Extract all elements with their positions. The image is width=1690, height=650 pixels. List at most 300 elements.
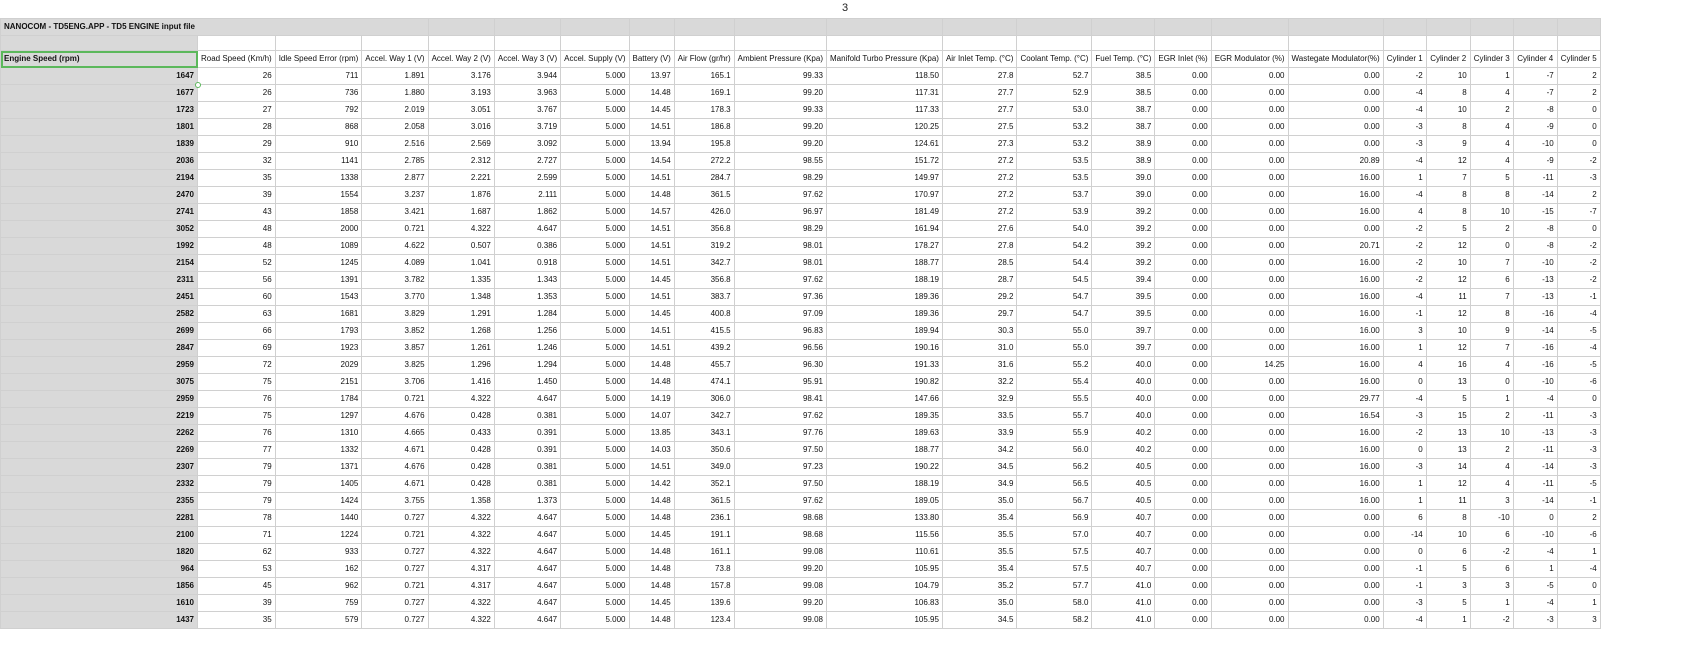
- table-cell[interactable]: 1.296: [428, 357, 494, 374]
- table-cell[interactable]: 54.0: [1017, 221, 1092, 238]
- table-cell[interactable]: 0.00: [1155, 561, 1211, 578]
- table-cell[interactable]: 16.54: [1288, 408, 1383, 425]
- table-cell[interactable]: 14.51: [629, 340, 674, 357]
- row-header-engine-speed[interactable]: 2311: [1, 272, 198, 289]
- blank-cell[interactable]: [1513, 36, 1557, 51]
- table-cell[interactable]: 1: [1470, 391, 1513, 408]
- table-cell[interactable]: 41.0: [1092, 612, 1155, 629]
- table-cell[interactable]: 53.2: [1017, 119, 1092, 136]
- blank-cell[interactable]: [942, 36, 1017, 51]
- table-cell[interactable]: 38.9: [1092, 153, 1155, 170]
- table-cell[interactable]: 38.5: [1092, 68, 1155, 85]
- table-cell[interactable]: 0.00: [1211, 442, 1288, 459]
- table-cell[interactable]: 0.00: [1211, 476, 1288, 493]
- table-cell[interactable]: -3: [1383, 119, 1426, 136]
- table-cell[interactable]: -16: [1513, 306, 1557, 323]
- table-cell[interactable]: 0.00: [1155, 391, 1211, 408]
- table-cell[interactable]: 6: [1470, 272, 1513, 289]
- table-cell[interactable]: 2.312: [428, 153, 494, 170]
- table-cell[interactable]: 40.0: [1092, 357, 1155, 374]
- table-cell[interactable]: -4: [1513, 391, 1557, 408]
- table-cell[interactable]: 759: [275, 595, 362, 612]
- table-cell[interactable]: 0.00: [1155, 340, 1211, 357]
- table-cell[interactable]: 6: [1470, 527, 1513, 544]
- table-cell[interactable]: 0.00: [1211, 85, 1288, 102]
- table-cell[interactable]: 1310: [275, 425, 362, 442]
- table-cell[interactable]: 3.176: [428, 68, 494, 85]
- table-cell[interactable]: 0.00: [1211, 578, 1288, 595]
- table-cell[interactable]: -10: [1470, 510, 1513, 527]
- table-cell[interactable]: 14.51: [629, 170, 674, 187]
- table-cell[interactable]: 188.77: [827, 442, 943, 459]
- table-cell[interactable]: 39.5: [1092, 289, 1155, 306]
- table-cell[interactable]: 343.1: [674, 425, 734, 442]
- table-cell[interactable]: 5.000: [561, 357, 629, 374]
- table-cell[interactable]: 4.647: [494, 595, 560, 612]
- table-cell[interactable]: 63: [198, 306, 276, 323]
- title-row-empty-cell[interactable]: [1513, 19, 1557, 36]
- blank-cell[interactable]: [1426, 36, 1470, 51]
- table-cell[interactable]: 124.61: [827, 136, 943, 153]
- table-cell[interactable]: 10: [1426, 527, 1470, 544]
- table-cell[interactable]: 5.000: [561, 119, 629, 136]
- table-cell[interactable]: -2: [1383, 272, 1426, 289]
- table-cell[interactable]: 3.237: [362, 187, 428, 204]
- title-row-empty-cell[interactable]: [1557, 19, 1600, 36]
- table-cell[interactable]: 33.5: [942, 408, 1017, 425]
- table-cell[interactable]: 0.00: [1211, 238, 1288, 255]
- table-cell[interactable]: 0.00: [1155, 136, 1211, 153]
- table-cell[interactable]: 1338: [275, 170, 362, 187]
- table-cell[interactable]: 1793: [275, 323, 362, 340]
- table-cell[interactable]: 439.2: [674, 340, 734, 357]
- table-cell[interactable]: 1424: [275, 493, 362, 510]
- table-cell[interactable]: -6: [1557, 374, 1600, 391]
- table-cell[interactable]: 14.48: [629, 85, 674, 102]
- table-cell[interactable]: 6: [1426, 544, 1470, 561]
- row-header-engine-speed[interactable]: 2307: [1, 459, 198, 476]
- table-cell[interactable]: 2: [1470, 442, 1513, 459]
- table-cell[interactable]: -2: [1383, 68, 1426, 85]
- table-cell[interactable]: 16: [1426, 357, 1470, 374]
- table-cell[interactable]: 2029: [275, 357, 362, 374]
- table-cell[interactable]: 1.687: [428, 204, 494, 221]
- table-cell[interactable]: 3.706: [362, 374, 428, 391]
- table-cell[interactable]: 0.00: [1211, 493, 1288, 510]
- table-cell[interactable]: 0.00: [1288, 136, 1383, 153]
- table-cell[interactable]: 792: [275, 102, 362, 119]
- table-cell[interactable]: 9: [1426, 136, 1470, 153]
- table-cell[interactable]: 16.00: [1288, 459, 1383, 476]
- table-cell[interactable]: 2.877: [362, 170, 428, 187]
- table-cell[interactable]: 16.00: [1288, 306, 1383, 323]
- table-cell[interactable]: 3.857: [362, 340, 428, 357]
- table-cell[interactable]: 8: [1426, 187, 1470, 204]
- table-cell[interactable]: 29: [198, 136, 276, 153]
- column-header-cell[interactable]: Ambient Pressure (Kpa): [734, 51, 826, 68]
- table-cell[interactable]: 0.00: [1211, 459, 1288, 476]
- table-cell[interactable]: 350.6: [674, 442, 734, 459]
- table-cell[interactable]: 189.63: [827, 425, 943, 442]
- table-cell[interactable]: 4: [1470, 357, 1513, 374]
- table-cell[interactable]: 55.0: [1017, 323, 1092, 340]
- table-cell[interactable]: 14.48: [629, 510, 674, 527]
- table-cell[interactable]: -2: [1557, 255, 1600, 272]
- table-cell[interactable]: 1.268: [428, 323, 494, 340]
- row-header-engine-speed[interactable]: 2100: [1, 527, 198, 544]
- table-cell[interactable]: 117.33: [827, 102, 943, 119]
- table-cell[interactable]: 3.829: [362, 306, 428, 323]
- table-cell[interactable]: 2: [1470, 102, 1513, 119]
- table-cell[interactable]: 1: [1557, 544, 1600, 561]
- table-cell[interactable]: 34.5: [942, 612, 1017, 629]
- table-cell[interactable]: 53.5: [1017, 170, 1092, 187]
- table-cell[interactable]: 3: [1383, 323, 1426, 340]
- column-header-cell[interactable]: Accel. Way 3 (V): [494, 51, 560, 68]
- table-cell[interactable]: 79: [198, 476, 276, 493]
- table-cell[interactable]: 162: [275, 561, 362, 578]
- table-cell[interactable]: 0: [1470, 238, 1513, 255]
- table-cell[interactable]: 54.4: [1017, 255, 1092, 272]
- table-cell[interactable]: 0.00: [1155, 289, 1211, 306]
- table-cell[interactable]: 0.00: [1155, 119, 1211, 136]
- table-cell[interactable]: 356.8: [674, 221, 734, 238]
- table-cell[interactable]: 99.20: [734, 595, 826, 612]
- table-cell[interactable]: 133.80: [827, 510, 943, 527]
- table-cell[interactable]: 58.2: [1017, 612, 1092, 629]
- title-row-empty-cell[interactable]: [1288, 19, 1383, 36]
- table-cell[interactable]: 0.00: [1288, 102, 1383, 119]
- table-cell[interactable]: -15: [1513, 204, 1557, 221]
- table-cell[interactable]: 12: [1426, 238, 1470, 255]
- table-cell[interactable]: 53.5: [1017, 153, 1092, 170]
- table-cell[interactable]: -14: [1513, 187, 1557, 204]
- table-cell[interactable]: 54.5: [1017, 272, 1092, 289]
- table-cell[interactable]: 0: [1513, 510, 1557, 527]
- table-cell[interactable]: 0.00: [1211, 323, 1288, 340]
- table-cell[interactable]: 95.91: [734, 374, 826, 391]
- table-cell[interactable]: 35.4: [942, 561, 1017, 578]
- selection-handle[interactable]: [195, 82, 201, 88]
- table-cell[interactable]: 32.9: [942, 391, 1017, 408]
- table-cell[interactable]: 16.00: [1288, 289, 1383, 306]
- table-cell[interactable]: 0: [1383, 374, 1426, 391]
- table-cell[interactable]: 14.48: [629, 493, 674, 510]
- selected-cell-engine-speed-header[interactable]: Engine Speed (rpm): [1, 51, 198, 68]
- table-cell[interactable]: 10: [1470, 425, 1513, 442]
- table-cell[interactable]: 0.00: [1155, 170, 1211, 187]
- table-cell[interactable]: 72: [198, 357, 276, 374]
- table-cell[interactable]: 14.45: [629, 595, 674, 612]
- table-cell[interactable]: -2: [1470, 612, 1513, 629]
- table-cell[interactable]: 97.62: [734, 187, 826, 204]
- table-cell[interactable]: 55.9: [1017, 425, 1092, 442]
- table-cell[interactable]: 35.0: [942, 493, 1017, 510]
- table-cell[interactable]: 40.7: [1092, 510, 1155, 527]
- table-cell[interactable]: -14: [1513, 323, 1557, 340]
- table-cell[interactable]: 27: [198, 102, 276, 119]
- table-cell[interactable]: -4: [1513, 595, 1557, 612]
- table-cell[interactable]: 0.00: [1155, 68, 1211, 85]
- table-cell[interactable]: 3: [1557, 612, 1600, 629]
- table-cell[interactable]: 2: [1557, 510, 1600, 527]
- table-cell[interactable]: -1: [1557, 289, 1600, 306]
- table-cell[interactable]: 98.68: [734, 510, 826, 527]
- table-cell[interactable]: 99.20: [734, 119, 826, 136]
- row-header-engine-speed[interactable]: 1677: [1, 85, 198, 102]
- table-cell[interactable]: 14.57: [629, 204, 674, 221]
- table-cell[interactable]: 26: [198, 85, 276, 102]
- table-cell[interactable]: 98.55: [734, 153, 826, 170]
- table-cell[interactable]: 34.2: [942, 442, 1017, 459]
- table-cell[interactable]: 5.000: [561, 527, 629, 544]
- table-cell[interactable]: 188.19: [827, 272, 943, 289]
- table-cell[interactable]: 53: [198, 561, 276, 578]
- table-cell[interactable]: 426.0: [674, 204, 734, 221]
- table-cell[interactable]: 0.00: [1155, 374, 1211, 391]
- table-cell[interactable]: -2: [1557, 272, 1600, 289]
- table-cell[interactable]: 4.676: [362, 459, 428, 476]
- table-cell[interactable]: 75: [198, 408, 276, 425]
- table-cell[interactable]: 39.7: [1092, 340, 1155, 357]
- table-cell[interactable]: 1.348: [428, 289, 494, 306]
- table-cell[interactable]: 1224: [275, 527, 362, 544]
- row-header-engine-speed[interactable]: 1647: [1, 68, 198, 85]
- table-cell[interactable]: 27.8: [942, 68, 1017, 85]
- table-cell[interactable]: 5.000: [561, 510, 629, 527]
- table-cell[interactable]: 5.000: [561, 544, 629, 561]
- table-cell[interactable]: 3.719: [494, 119, 560, 136]
- table-cell[interactable]: -10: [1513, 527, 1557, 544]
- table-cell[interactable]: 0.00: [1288, 578, 1383, 595]
- table-cell[interactable]: 8: [1470, 306, 1513, 323]
- row-header-engine-speed[interactable]: 2582: [1, 306, 198, 323]
- table-cell[interactable]: 4: [1470, 136, 1513, 153]
- table-cell[interactable]: 161.94: [827, 221, 943, 238]
- table-cell[interactable]: 40.7: [1092, 544, 1155, 561]
- table-cell[interactable]: -13: [1513, 272, 1557, 289]
- table-cell[interactable]: 38.7: [1092, 102, 1155, 119]
- table-cell[interactable]: 14.19: [629, 391, 674, 408]
- table-cell[interactable]: 38.9: [1092, 136, 1155, 153]
- table-cell[interactable]: 0.00: [1211, 119, 1288, 136]
- table-cell[interactable]: 16.00: [1288, 357, 1383, 374]
- table-cell[interactable]: 40.0: [1092, 408, 1155, 425]
- table-cell[interactable]: 16.00: [1288, 255, 1383, 272]
- table-cell[interactable]: 35.0: [942, 595, 1017, 612]
- table-cell[interactable]: 16.00: [1288, 374, 1383, 391]
- table-cell[interactable]: 96.83: [734, 323, 826, 340]
- table-cell[interactable]: -11: [1513, 170, 1557, 187]
- table-cell[interactable]: 39: [198, 187, 276, 204]
- table-cell[interactable]: 0.00: [1155, 255, 1211, 272]
- table-cell[interactable]: -16: [1513, 340, 1557, 357]
- table-cell[interactable]: 120.25: [827, 119, 943, 136]
- table-cell[interactable]: 0: [1383, 544, 1426, 561]
- table-cell[interactable]: 1141: [275, 153, 362, 170]
- table-cell[interactable]: 12: [1426, 340, 1470, 357]
- table-cell[interactable]: 14.45: [629, 527, 674, 544]
- table-cell[interactable]: 14.51: [629, 289, 674, 306]
- table-cell[interactable]: 933: [275, 544, 362, 561]
- table-cell[interactable]: 400.8: [674, 306, 734, 323]
- table-cell[interactable]: 1405: [275, 476, 362, 493]
- table-cell[interactable]: 7: [1426, 170, 1470, 187]
- table-cell[interactable]: 13: [1426, 425, 1470, 442]
- table-cell[interactable]: 53.0: [1017, 102, 1092, 119]
- table-cell[interactable]: -2: [1383, 255, 1426, 272]
- table-cell[interactable]: 15: [1426, 408, 1470, 425]
- table-cell[interactable]: 34.5: [942, 459, 1017, 476]
- table-cell[interactable]: 56.9: [1017, 510, 1092, 527]
- table-cell[interactable]: 11: [1426, 289, 1470, 306]
- table-cell[interactable]: 1371: [275, 459, 362, 476]
- table-cell[interactable]: 189.35: [827, 408, 943, 425]
- table-cell[interactable]: 5: [1426, 595, 1470, 612]
- table-cell[interactable]: 2.599: [494, 170, 560, 187]
- row-header-engine-speed[interactable]: 2847: [1, 340, 198, 357]
- table-cell[interactable]: 96.56: [734, 340, 826, 357]
- sheet-title[interactable]: NANOCOM - TD5ENG.APP - TD5 ENGINE input file: [1, 19, 429, 36]
- table-cell[interactable]: 39.5: [1092, 306, 1155, 323]
- table-cell[interactable]: -14: [1383, 527, 1426, 544]
- table-cell[interactable]: 14.51: [629, 119, 674, 136]
- table-cell[interactable]: -4: [1383, 102, 1426, 119]
- title-row-empty-cell[interactable]: [561, 19, 629, 36]
- table-cell[interactable]: 0.00: [1288, 68, 1383, 85]
- table-cell[interactable]: -5: [1557, 476, 1600, 493]
- table-cell[interactable]: 4.647: [494, 391, 560, 408]
- table-cell[interactable]: 5.000: [561, 272, 629, 289]
- row-header-engine-speed[interactable]: 2470: [1, 187, 198, 204]
- blank-cell[interactable]: [1557, 36, 1600, 51]
- table-cell[interactable]: 98.29: [734, 170, 826, 187]
- table-cell[interactable]: 349.0: [674, 459, 734, 476]
- table-cell[interactable]: 1.880: [362, 85, 428, 102]
- table-cell[interactable]: 99.20: [734, 85, 826, 102]
- table-cell[interactable]: 8: [1426, 204, 1470, 221]
- table-cell[interactable]: 0.00: [1288, 85, 1383, 102]
- table-cell[interactable]: 0: [1557, 578, 1600, 595]
- table-cell[interactable]: 10: [1426, 102, 1470, 119]
- table-cell[interactable]: 4.665: [362, 425, 428, 442]
- table-cell[interactable]: -2: [1470, 544, 1513, 561]
- table-cell[interactable]: 13.97: [629, 68, 674, 85]
- table-cell[interactable]: 0.00: [1155, 357, 1211, 374]
- table-cell[interactable]: 0.00: [1155, 204, 1211, 221]
- table-cell[interactable]: 1.343: [494, 272, 560, 289]
- table-cell[interactable]: 149.97: [827, 170, 943, 187]
- table-cell[interactable]: 5.000: [561, 136, 629, 153]
- table-cell[interactable]: -5: [1513, 578, 1557, 595]
- table-cell[interactable]: 8: [1470, 187, 1513, 204]
- table-cell[interactable]: 40.2: [1092, 442, 1155, 459]
- table-cell[interactable]: 69: [198, 340, 276, 357]
- table-cell[interactable]: 474.1: [674, 374, 734, 391]
- table-cell[interactable]: 40.5: [1092, 459, 1155, 476]
- table-cell[interactable]: 16.00: [1288, 442, 1383, 459]
- table-cell[interactable]: 4.622: [362, 238, 428, 255]
- table-cell[interactable]: 53.7: [1017, 187, 1092, 204]
- table-cell[interactable]: 55.0: [1017, 340, 1092, 357]
- table-cell[interactable]: 189.36: [827, 289, 943, 306]
- blank-cell[interactable]: [1288, 36, 1383, 51]
- table-cell[interactable]: 27.8: [942, 238, 1017, 255]
- table-cell[interactable]: 56.2: [1017, 459, 1092, 476]
- table-cell[interactable]: 0.00: [1288, 612, 1383, 629]
- table-cell[interactable]: 342.7: [674, 255, 734, 272]
- table-cell[interactable]: 16.00: [1288, 204, 1383, 221]
- table-cell[interactable]: 383.7: [674, 289, 734, 306]
- table-cell[interactable]: 868: [275, 119, 362, 136]
- table-cell[interactable]: 1: [1383, 170, 1426, 187]
- column-header-cell[interactable]: Fuel Temp. (°C): [1092, 51, 1155, 68]
- table-cell[interactable]: 115.56: [827, 527, 943, 544]
- table-cell[interactable]: 2: [1470, 408, 1513, 425]
- table-cell[interactable]: 361.5: [674, 187, 734, 204]
- table-cell[interactable]: 4: [1470, 476, 1513, 493]
- table-cell[interactable]: 20.89: [1288, 153, 1383, 170]
- table-cell[interactable]: 4.647: [494, 561, 560, 578]
- table-cell[interactable]: 0.00: [1155, 459, 1211, 476]
- table-cell[interactable]: 16.00: [1288, 187, 1383, 204]
- table-cell[interactable]: 3.770: [362, 289, 428, 306]
- table-cell[interactable]: 48: [198, 221, 276, 238]
- table-cell[interactable]: 0.721: [362, 391, 428, 408]
- table-cell[interactable]: 97.76: [734, 425, 826, 442]
- table-cell[interactable]: 10: [1426, 323, 1470, 340]
- row-header-engine-speed[interactable]: 2699: [1, 323, 198, 340]
- table-cell[interactable]: 3: [1470, 578, 1513, 595]
- table-cell[interactable]: -3: [1383, 136, 1426, 153]
- table-cell[interactable]: 41.0: [1092, 595, 1155, 612]
- table-cell[interactable]: 55.5: [1017, 391, 1092, 408]
- table-cell[interactable]: -4: [1383, 391, 1426, 408]
- table-cell[interactable]: 40.2: [1092, 425, 1155, 442]
- table-cell[interactable]: 0.381: [494, 408, 560, 425]
- table-cell[interactable]: -16: [1513, 357, 1557, 374]
- table-cell[interactable]: 962: [275, 578, 362, 595]
- table-cell[interactable]: -8: [1513, 102, 1557, 119]
- table-cell[interactable]: 0.00: [1155, 272, 1211, 289]
- table-cell[interactable]: 0: [1557, 102, 1600, 119]
- table-cell[interactable]: 0.00: [1155, 323, 1211, 340]
- table-cell[interactable]: 0: [1557, 391, 1600, 408]
- table-cell[interactable]: -3: [1557, 408, 1600, 425]
- table-cell[interactable]: 0.00: [1211, 544, 1288, 561]
- table-cell[interactable]: -7: [1513, 85, 1557, 102]
- table-cell[interactable]: 1.261: [428, 340, 494, 357]
- table-cell[interactable]: 0.428: [428, 459, 494, 476]
- table-cell[interactable]: 195.8: [674, 136, 734, 153]
- table-cell[interactable]: 38.7: [1092, 119, 1155, 136]
- table-cell[interactable]: 54.7: [1017, 306, 1092, 323]
- table-cell[interactable]: -1: [1383, 561, 1426, 578]
- title-row-empty-cell[interactable]: [428, 19, 494, 36]
- table-cell[interactable]: 4.317: [428, 561, 494, 578]
- table-cell[interactable]: 14.48: [629, 578, 674, 595]
- table-cell[interactable]: 12: [1426, 272, 1470, 289]
- table-cell[interactable]: 0.00: [1155, 408, 1211, 425]
- table-cell[interactable]: 0.00: [1211, 272, 1288, 289]
- table-cell[interactable]: 5.000: [561, 170, 629, 187]
- table-cell[interactable]: 16.00: [1288, 425, 1383, 442]
- blank-cell[interactable]: [275, 36, 362, 51]
- column-header-cell[interactable]: Road Speed (Km/h): [198, 51, 276, 68]
- table-cell[interactable]: 16.00: [1288, 170, 1383, 187]
- table-cell[interactable]: -8: [1513, 238, 1557, 255]
- table-cell[interactable]: 165.1: [674, 68, 734, 85]
